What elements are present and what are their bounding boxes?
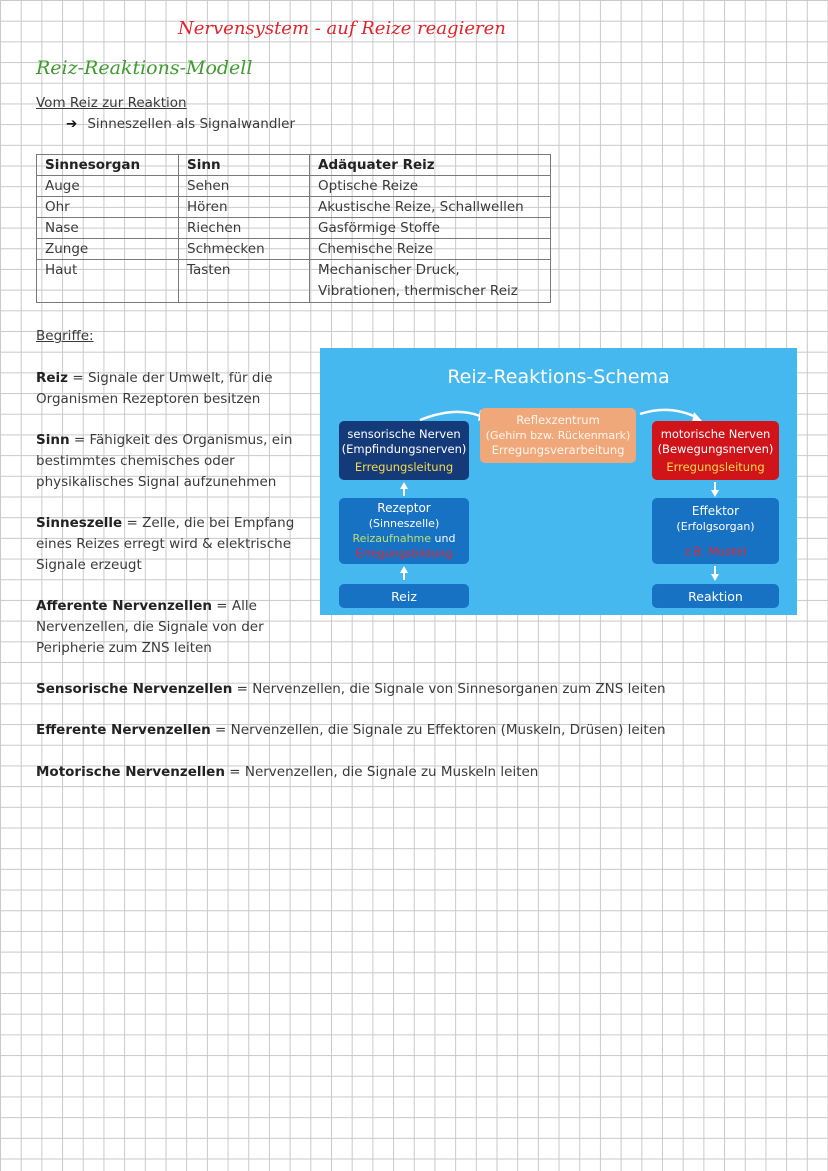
term-definition: = Zelle, die bei Empfang eines Reizes erregt wird & elektrische Signale erzeugt: [36, 515, 295, 573]
term-label: Reiz: [36, 370, 69, 386]
table-cell: Ohr: [37, 197, 179, 218]
box-sublabel: (Sinneszelle): [368, 517, 440, 530]
intro-bullet-text: Sinneszellen als Signalwandler: [87, 116, 295, 132]
curved-arrows: [320, 348, 797, 615]
stimulus-box: Reiz: [339, 584, 469, 608]
term-definition: = Fähigkeit des Organismus, ein bestimmtes chemisches oder physikalisches Signal aufzunehmen: [36, 432, 293, 490]
box-label: Effektor: [691, 503, 740, 518]
box-function: Erregungsleitung: [354, 459, 454, 474]
arrow-line: [714, 566, 716, 574]
term-definition: = Signale der Umwelt, für die Organismen Rezeptoren besitzen: [36, 370, 273, 407]
term-label: Sinn: [36, 432, 70, 448]
senses-table: [36, 154, 551, 303]
arrow-up-icon: [400, 482, 408, 489]
reaction-box: Reaktion: [652, 584, 779, 608]
term-label: Motorische Nervenzellen: [36, 764, 225, 780]
table-cell: Sehen: [179, 176, 310, 197]
term-label: Efferente Nervenzellen: [36, 722, 211, 738]
section-subtitle: Reiz-Reaktions-Modell: [36, 57, 253, 79]
arrow-to-reflex-center: [420, 412, 480, 420]
term-definition: = Nervenzellen, die Signale zu Effektoren (Muskeln, Drüsen) leiten: [210, 722, 666, 738]
stimulus-reaction-diagram: [320, 348, 797, 615]
term-reiz: [36, 368, 304, 410]
receptor-box: [339, 498, 469, 564]
box-function: Reizaufnahme: [352, 532, 432, 545]
table-cell: Gasförmige Stoffe: [310, 218, 551, 239]
term-label: Sinneszelle: [36, 515, 123, 531]
box-label: motorische Nerven: [660, 426, 771, 441]
table-row: [37, 197, 551, 218]
table-header: Sinnesorgan: [37, 155, 179, 176]
table-cell: Mechanischer Druck, Vibrationen, thermischer Reiz: [310, 260, 551, 303]
table-cell: Akustische Reize, Schallwellen: [310, 197, 551, 218]
diagram-title: Reiz-Reaktions-Schema: [447, 366, 670, 388]
arrow-right-icon: ➔: [66, 116, 78, 132]
term-sinneszelle: [36, 513, 304, 576]
box-function: Erregungsverarbeitung: [491, 443, 625, 457]
arrow-line: [403, 488, 405, 496]
box-function: Erregungsbildung: [355, 547, 453, 560]
term-afferente: [36, 596, 304, 659]
table-header: Adäquater Reiz: [310, 155, 551, 176]
table-cell: Auge: [37, 176, 179, 197]
page-title: Nervensystem - auf Reize reagieren: [178, 18, 506, 39]
term-definition: = Nervenzellen, die Signale zu Muskeln leiten: [224, 764, 539, 780]
table-cell: Chemische Reize: [310, 239, 551, 260]
box-label: sensorische Nerven: [347, 426, 461, 441]
term-efferente: [36, 720, 666, 741]
table-cell: Riechen: [179, 218, 310, 239]
table-row: [37, 176, 551, 197]
motor-nerves-box: [652, 421, 779, 480]
reflex-center-box: [480, 408, 636, 463]
intro-heading: Vom Reiz zur Reaktion: [36, 95, 187, 111]
arrow-down-icon: [711, 490, 719, 497]
table-cell: Haut: [37, 260, 179, 303]
terms-heading: Begriffe:: [36, 328, 94, 344]
box-function: Erregungsleitung: [666, 459, 765, 474]
term-definition: = Alle Nervenzellen, die Signale von der Peripherie zum ZNS leiten: [36, 598, 264, 656]
box-label: Reflexzentrum: [516, 413, 600, 427]
table-row: [37, 218, 551, 239]
box-function: z.B. Muskel: [684, 544, 747, 558]
intro-bullet: [66, 114, 295, 135]
sensory-nerves-box: [339, 421, 469, 480]
box-sublabel: (Empfindungsnerven): [341, 441, 467, 456]
table-row: [37, 239, 551, 260]
term-definition: = Nervenzellen, die Signale von Sinnesorganen zum ZNS leiten: [232, 681, 666, 697]
table-header-row: [37, 155, 551, 176]
table-cell: Zunge: [37, 239, 179, 260]
table-cell: Tasten: [179, 260, 310, 303]
effector-box: [652, 498, 779, 564]
box-sublabel: (Gehirn bzw. Rückenmark): [485, 429, 631, 442]
box-sublabel: (Bewegungsnerven): [657, 441, 774, 456]
arrow-up-icon: [400, 566, 408, 573]
term-motorische: [36, 762, 538, 783]
arrow-to-motor-nerves: [640, 410, 698, 418]
table-cell: Optische Reize: [310, 176, 551, 197]
term-label: Sensorische Nervenzellen: [36, 681, 233, 697]
arrow-down-icon: [711, 574, 719, 581]
box-label: Rezeptor: [377, 501, 431, 515]
box-sublabel: (Erfolgsorgan): [676, 519, 755, 533]
term-sinn: [36, 430, 304, 493]
table-header: Sinn: [179, 155, 310, 176]
arrow-line: [714, 482, 716, 490]
term-label: Afferente Nervenzellen: [36, 598, 212, 614]
arrow-line: [403, 572, 405, 580]
table-row: [37, 260, 551, 303]
table-cell: Hören: [179, 197, 310, 218]
term-sensorische: [36, 679, 666, 700]
box-function-connector: und: [431, 532, 456, 545]
table-cell: Schmecken: [179, 239, 310, 260]
table-cell: Nase: [37, 218, 179, 239]
